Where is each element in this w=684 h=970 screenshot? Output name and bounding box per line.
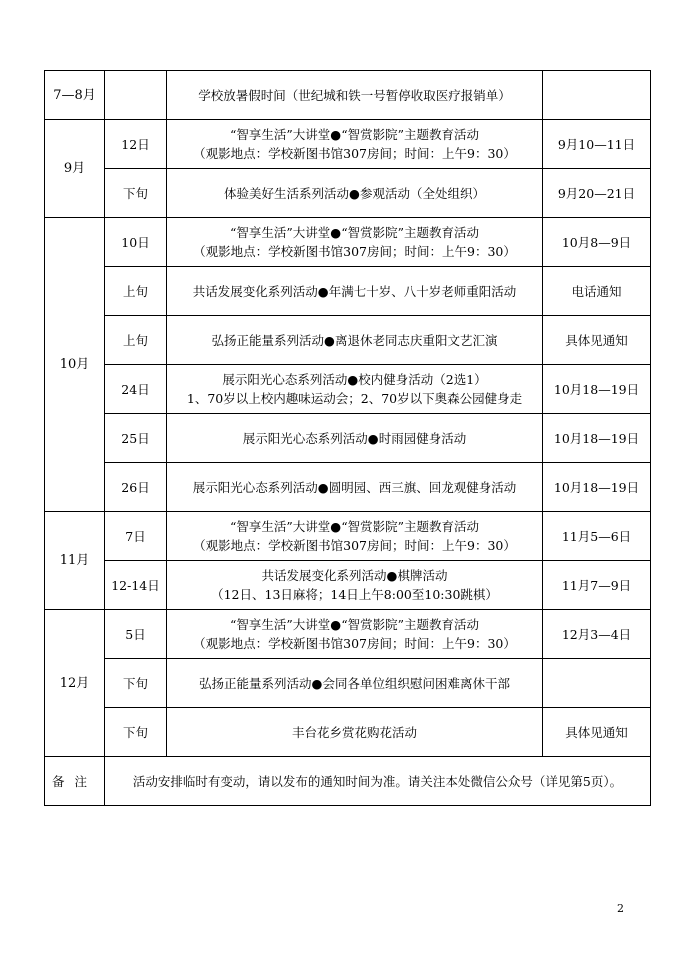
activity-cell: [167, 659, 543, 708]
table-row: [45, 463, 651, 512]
note-label: 备注: [45, 757, 105, 806]
activity-cell: [167, 169, 543, 218]
table-row: [45, 71, 651, 120]
table-row: [45, 120, 651, 169]
day-cell: 下旬: [105, 659, 167, 708]
activity-line: 共话发展变化系列活动●年满七十岁、八十岁老师重阳活动: [192, 283, 517, 299]
day-cell: [105, 71, 167, 120]
table-row: [45, 169, 651, 218]
table-row: [45, 316, 651, 365]
signup-date-cell: 电话通知: [543, 267, 651, 316]
activity-line: 展示阳光心态系列活动●时雨园健身活动: [242, 430, 467, 446]
activity-line: （观影地点：学校新图书馆307房间；时间：上午9：30）: [193, 538, 516, 553]
activity-cell: [167, 463, 543, 512]
table-row: [45, 267, 651, 316]
day-cell: 10日: [105, 218, 167, 267]
activity-cell: [167, 267, 543, 316]
month-cell: 7—8月: [45, 71, 105, 120]
signup-date-cell: 9月10—11日: [543, 120, 651, 169]
table-row: [45, 365, 651, 414]
signup-date-cell: 10月8—9日: [543, 218, 651, 267]
activity-cell: [167, 365, 543, 414]
day-cell: 26日: [105, 463, 167, 512]
activity-cell: [167, 316, 543, 365]
activity-line: 共话发展变化系列活动●棋牌活动: [261, 568, 448, 583]
activity-cell: [167, 414, 543, 463]
signup-date-cell: 具体见通知: [543, 708, 651, 757]
activity-line: 学校放暑假时间（世纪城和铁一号暂停收取医疗报销单）: [198, 87, 511, 103]
activity-cell: [167, 512, 543, 561]
day-cell: 上旬: [105, 267, 167, 316]
month-cell: 10月: [45, 218, 105, 512]
day-cell: 上旬: [105, 316, 167, 365]
activity-line: 弘扬正能量系列活动●会同各单位组织慰问困难离休干部: [199, 675, 510, 691]
day-cell: 12-14日: [105, 561, 167, 610]
day-cell: 下旬: [105, 169, 167, 218]
signup-date-cell: 11月7—9日: [543, 561, 651, 610]
month-cell: 9月: [45, 120, 105, 218]
activity-cell: [167, 120, 543, 169]
table-row: [45, 610, 651, 659]
signup-date-cell: 10月18—19日: [543, 463, 651, 512]
table-row: [45, 512, 651, 561]
day-cell: 7日: [105, 512, 167, 561]
signup-date-cell: 具体见通知: [543, 316, 651, 365]
activity-line: “智享生活”大讲堂●“智赏影院”主题教育活动: [230, 127, 479, 142]
table-row: [45, 414, 651, 463]
signup-date-cell: 11月5—6日: [543, 512, 651, 561]
note-row: [45, 757, 651, 806]
signup-date-cell: 10月18—19日: [543, 414, 651, 463]
activity-line: （观影地点：学校新图书馆307房间；时间：上午9：30）: [193, 146, 516, 161]
table-row: [45, 708, 651, 757]
activity-line: “智享生活”大讲堂●“智赏影院”主题教育活动: [230, 519, 479, 534]
table-row: [45, 659, 651, 708]
activity-line: “智享生活”大讲堂●“智赏影院”主题教育活动: [230, 225, 479, 240]
activity-line: 展示阳光心态系列活动●校内健身活动（2选1）: [222, 372, 487, 387]
month-cell: 11月: [45, 512, 105, 610]
table-row: [45, 218, 651, 267]
note-text: 活动安排临时有变动，请以发布的通知时间为准。请关注本处微信公众号（详见第5页）。: [105, 757, 651, 806]
day-cell: 5日: [105, 610, 167, 659]
activity-line: 弘扬正能量系列活动●离退休老同志庆重阳文艺汇演: [211, 332, 498, 348]
signup-date-cell: 10月18—19日: [543, 365, 651, 414]
activity-cell: [167, 561, 543, 610]
day-cell: 25日: [105, 414, 167, 463]
activity-line: 1、70岁以上校内趣味运动会；2、70岁以下奥森公园健身走: [186, 391, 523, 406]
activity-line: 丰台花乡赏花购花活动: [291, 724, 417, 740]
signup-date-cell: [543, 659, 651, 708]
activity-cell: [167, 610, 543, 659]
activity-line: 展示阳光心态系列活动●圆明园、西三旗、回龙观健身活动: [192, 479, 517, 495]
signup-date-cell: [543, 71, 651, 120]
activity-schedule-table: [44, 70, 651, 806]
day-cell: 12日: [105, 120, 167, 169]
activity-line: （12日、13日麻将；14日上午8:00至10:30跳棋）: [211, 587, 498, 602]
page-number: 2: [617, 902, 624, 915]
day-cell: 下旬: [105, 708, 167, 757]
activity-line: “智享生活”大讲堂●“智赏影院”主题教育活动: [230, 617, 479, 632]
signup-date-cell: 12月3—4日: [543, 610, 651, 659]
table-row: [45, 561, 651, 610]
activity-line: （观影地点：学校新图书馆307房间；时间：上午9：30）: [193, 244, 516, 259]
activity-cell: [167, 708, 543, 757]
activity-cell: [167, 218, 543, 267]
signup-date-cell: 9月20—21日: [543, 169, 651, 218]
activity-line: 体验美好生活系列活动●参观活动（全处组织）: [224, 185, 485, 201]
activity-line: （观影地点：学校新图书馆307房间；时间：上午9：30）: [193, 636, 516, 651]
day-cell: 24日: [105, 365, 167, 414]
activity-cell: [167, 71, 543, 120]
month-cell: 12月: [45, 610, 105, 757]
